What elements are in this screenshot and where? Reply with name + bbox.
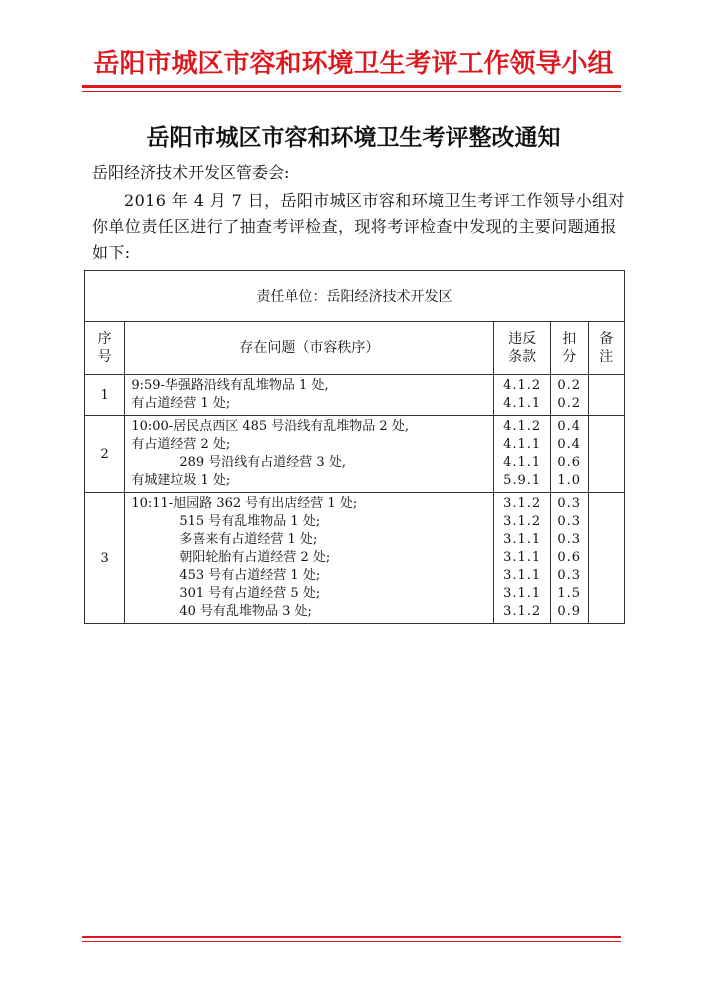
clause-value: 3.1.1 [503, 532, 542, 547]
clause-value: 3.1.2 [503, 514, 542, 529]
issue-line: 453 号有占道经营 1 处; [179, 568, 321, 583]
score-value: 0.3 [557, 514, 582, 529]
issue-line: 有占道经营 1 处; [131, 396, 231, 411]
clause-cell [494, 375, 551, 416]
clause-value: 5.9.1 [503, 473, 542, 488]
table-row [85, 375, 625, 416]
issue-line: 有城建垃圾 1 处; [131, 473, 231, 488]
issue-line: 10:11-旭园路 362 号有出店经营 1 处; [131, 496, 358, 511]
issue-line: 515 号有乱堆物品 1 处; [179, 514, 321, 529]
issue-cell [125, 375, 494, 416]
score-value: 0.2 [557, 396, 582, 411]
issue-line: 有占道经营 2 处; [131, 437, 231, 452]
clause-value: 4.1.1 [503, 396, 542, 411]
clause-value: 4.1.1 [503, 437, 542, 452]
clause-value: 3.1.1 [503, 568, 542, 583]
issue-line: 289 号沿线有占道经营 3 处, [179, 455, 346, 470]
score-value: 0.9 [557, 604, 582, 619]
row-number: 1 [85, 375, 125, 416]
score-cell [550, 493, 588, 624]
score-value: 0.2 [557, 378, 582, 393]
score-value: 1.0 [557, 473, 582, 488]
responsible-unit: 责任单位：岳阳经济技术开发区 [85, 271, 625, 322]
clause-value: 4.1.2 [503, 378, 542, 393]
footer-rule-thick [82, 936, 621, 938]
header-issue: 存在问题（市容秩序） [125, 322, 494, 375]
clause-cell [494, 416, 551, 493]
header-clause-line1: 违反 [508, 331, 537, 347]
issue-line: 40 号有乱堆物品 3 处; [179, 604, 312, 619]
score-value: 0.4 [557, 437, 582, 452]
header-clause [494, 322, 551, 375]
inspection-table [84, 270, 625, 624]
footer-rule-thin [82, 941, 621, 942]
clause-value: 3.1.1 [503, 586, 542, 601]
issue-cell [125, 493, 494, 624]
score-value: 0.3 [557, 532, 582, 547]
score-cell [550, 416, 588, 493]
score-cell [550, 375, 588, 416]
header-clause-line2: 条款 [508, 349, 537, 365]
clause-value: 3.1.2 [503, 496, 542, 511]
header-note [588, 322, 624, 375]
header-score-line2: 分 [562, 349, 577, 365]
issue-line: 朝阳轮胎有占道经营 2 处; [179, 550, 331, 565]
header-note-line1: 备 [599, 331, 614, 347]
document-title: 岳阳市城区市容和环境卫生考评整改通知 [146, 125, 561, 151]
clause-value: 3.1.2 [503, 604, 542, 619]
body-paragraph: 2016 年 4 月 7 日，岳阳市城区市容和环境卫生考评工作领导小组对你单位责任区进行了抽查考评检查，现将考评检查中发现的主要问题通报如下: [92, 191, 625, 262]
clause-value: 4.1.2 [503, 419, 542, 434]
score-value: 0.6 [557, 550, 582, 565]
score-value: 0.6 [557, 455, 582, 470]
header-score-line1: 扣 [562, 331, 577, 347]
header-note-line2: 注 [599, 349, 614, 365]
header-number-line2: 号 [97, 349, 112, 365]
issue-line: 多喜来有占道经营 1 处; [179, 532, 318, 547]
header-number [85, 322, 125, 375]
header-row [85, 322, 625, 375]
score-value: 1.5 [557, 586, 582, 601]
issue-line: 9:59-华强路沿线有乱堆物品 1 处, [131, 378, 329, 393]
score-value: 0.3 [557, 496, 582, 511]
clause-value: 3.1.1 [503, 550, 542, 565]
score-value: 0.4 [557, 419, 582, 434]
letterhead-title: 岳阳市城区市容和环境卫生考评工作领导小组 [93, 49, 614, 79]
issue-line: 301 号有占道经营 5 处; [179, 586, 321, 601]
header-score [550, 322, 588, 375]
note-cell [588, 416, 624, 493]
score-value: 0.3 [557, 568, 582, 583]
row-number: 3 [85, 493, 125, 624]
table-row [85, 493, 625, 624]
addressee: 岳阳经济技术开发区管委会: [92, 163, 290, 182]
header-number-line1: 序 [97, 331, 112, 347]
clause-cell [494, 493, 551, 624]
letterhead-rule-thin [82, 91, 621, 92]
issue-line: 10:00-居民点西区 485 号沿线有乱堆物品 2 处, [131, 419, 409, 434]
note-cell [588, 493, 624, 624]
row-number: 2 [85, 416, 125, 493]
note-cell [588, 375, 624, 416]
letterhead-rule-thick [82, 85, 621, 88]
unit-row [85, 271, 625, 322]
issue-cell [125, 416, 494, 493]
table-row [85, 416, 625, 493]
clause-value: 4.1.1 [503, 455, 542, 470]
